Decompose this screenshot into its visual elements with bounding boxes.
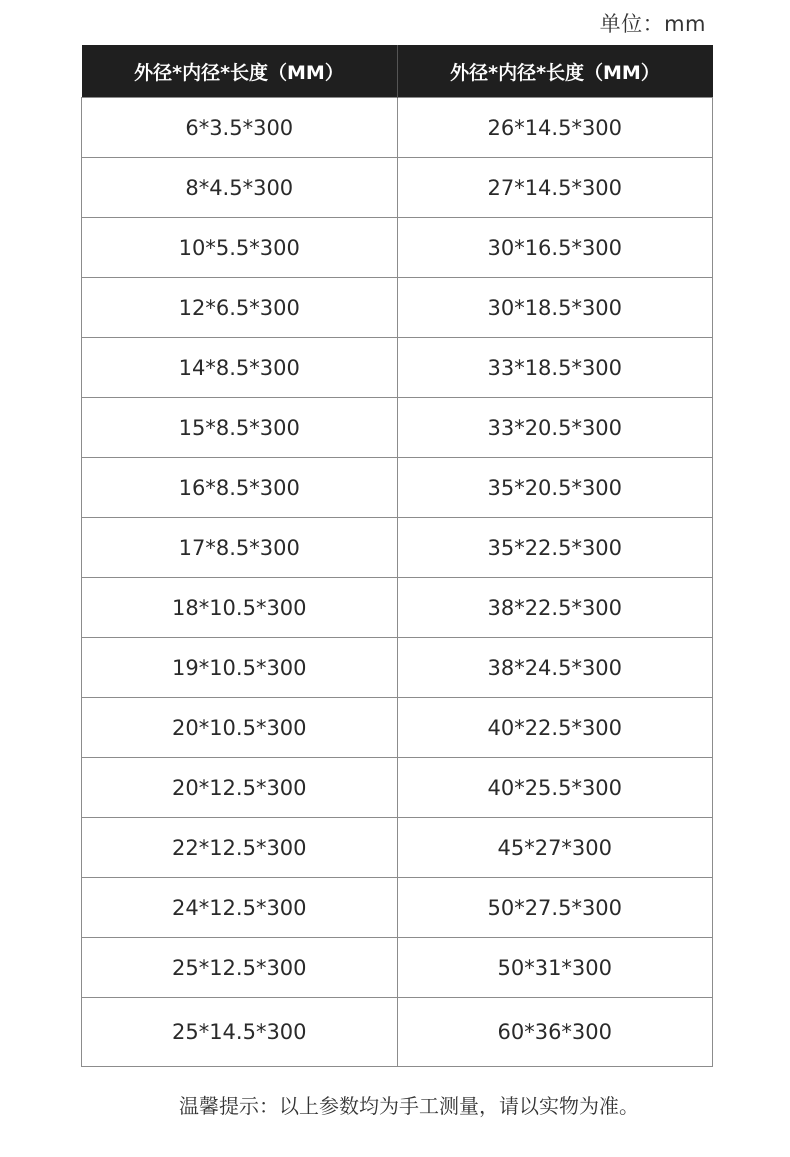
column-header-right: 外径*内径*长度（MM） xyxy=(397,45,713,98)
size-cell-right: 45*27*300 xyxy=(397,818,713,878)
size-cell-right: 27*14.5*300 xyxy=(397,158,713,218)
size-cell-left: 20*12.5*300 xyxy=(82,758,398,818)
size-cell-right: 38*22.5*300 xyxy=(397,578,713,638)
table-row xyxy=(82,578,713,638)
table-body xyxy=(82,98,713,1067)
size-cell-left: 18*10.5*300 xyxy=(82,578,398,638)
size-cell-left: 12*6.5*300 xyxy=(82,278,398,338)
size-cell-left: 19*10.5*300 xyxy=(82,638,398,698)
size-cell-right: 40*25.5*300 xyxy=(397,758,713,818)
measurement-note: 温馨提示：以上参数均为手工测量，请以实物为准。 xyxy=(179,1094,639,1118)
table-row xyxy=(82,338,713,398)
size-cell-left: 6*3.5*300 xyxy=(82,98,398,158)
table-row xyxy=(82,878,713,938)
size-cell-left: 8*4.5*300 xyxy=(82,158,398,218)
table-row xyxy=(82,518,713,578)
table-row xyxy=(82,998,713,1067)
table-row xyxy=(82,638,713,698)
size-cell-left: 16*8.5*300 xyxy=(82,458,398,518)
size-cell-right: 40*22.5*300 xyxy=(397,698,713,758)
table-row xyxy=(82,398,713,458)
size-cell-right: 33*18.5*300 xyxy=(397,338,713,398)
spec-table xyxy=(81,45,713,1067)
size-cell-right: 35*20.5*300 xyxy=(397,458,713,518)
unit-label: 单位：mm xyxy=(599,12,706,36)
size-cell-left: 24*12.5*300 xyxy=(82,878,398,938)
table-row xyxy=(82,698,713,758)
size-cell-left: 10*5.5*300 xyxy=(82,218,398,278)
size-cell-right: 30*16.5*300 xyxy=(397,218,713,278)
table-row xyxy=(82,458,713,518)
size-cell-right: 38*24.5*300 xyxy=(397,638,713,698)
size-cell-left: 14*8.5*300 xyxy=(82,338,398,398)
size-cell-left: 17*8.5*300 xyxy=(82,518,398,578)
table-row xyxy=(82,98,713,158)
size-cell-left: 15*8.5*300 xyxy=(82,398,398,458)
size-cell-right: 33*20.5*300 xyxy=(397,398,713,458)
size-cell-right: 50*27.5*300 xyxy=(397,878,713,938)
table-header-row xyxy=(82,45,713,98)
table-row xyxy=(82,158,713,218)
table-row xyxy=(82,938,713,998)
table-row xyxy=(82,758,713,818)
table-row xyxy=(82,278,713,338)
table-row xyxy=(82,218,713,278)
size-cell-left: 25*14.5*300 xyxy=(82,998,398,1067)
column-header-left: 外径*内径*长度（MM） xyxy=(82,45,398,98)
size-cell-right: 50*31*300 xyxy=(397,938,713,998)
table-row xyxy=(82,818,713,878)
size-cell-left: 25*12.5*300 xyxy=(82,938,398,998)
size-cell-right: 26*14.5*300 xyxy=(397,98,713,158)
size-cell-left: 22*12.5*300 xyxy=(82,818,398,878)
size-cell-right: 35*22.5*300 xyxy=(397,518,713,578)
size-cell-left: 20*10.5*300 xyxy=(82,698,398,758)
size-cell-right: 30*18.5*300 xyxy=(397,278,713,338)
size-cell-right: 60*36*300 xyxy=(397,998,713,1067)
